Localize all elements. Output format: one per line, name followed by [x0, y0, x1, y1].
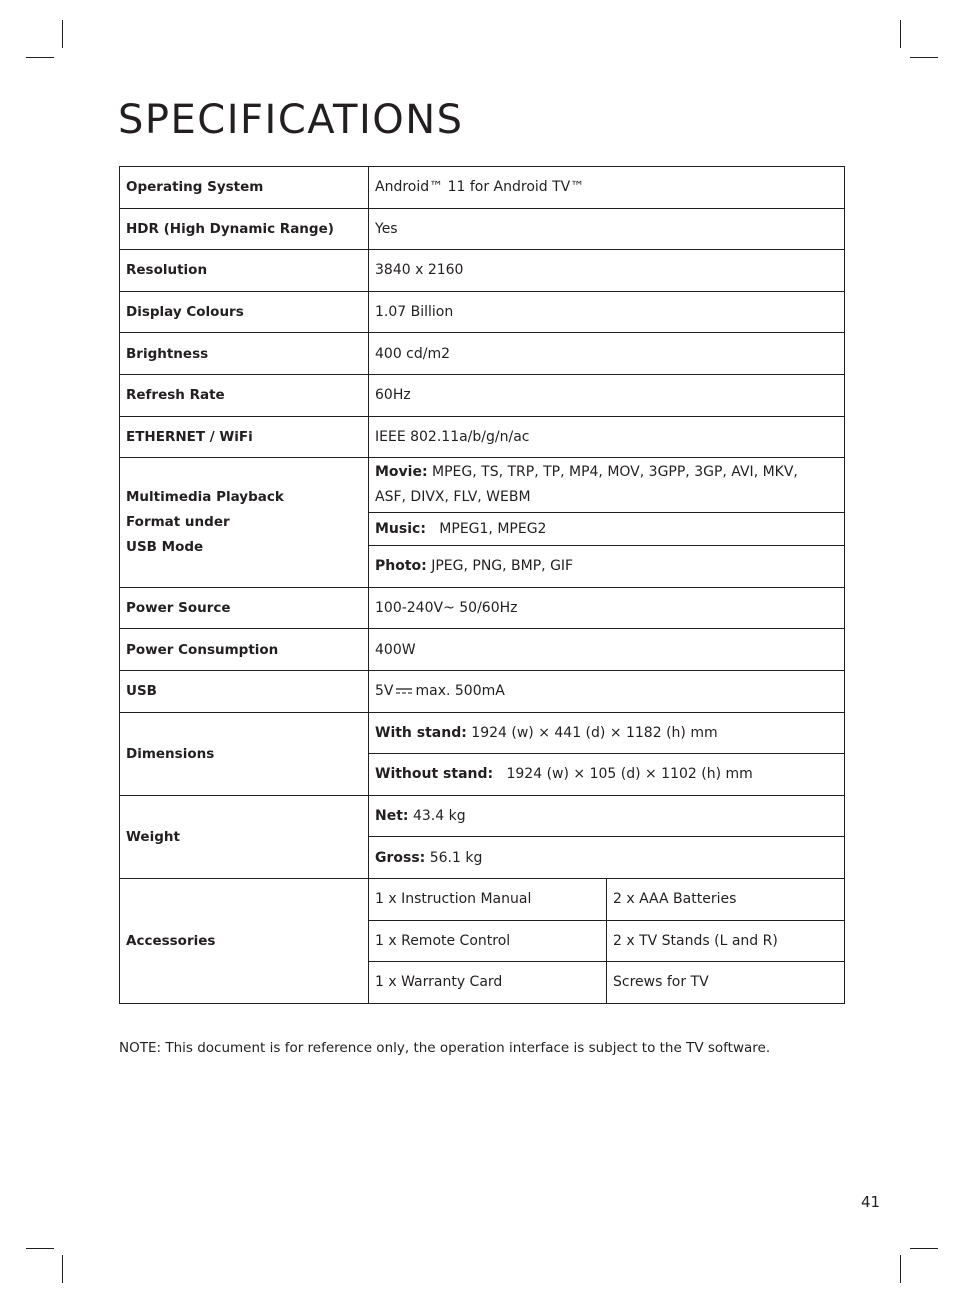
spec-value: 3840 x 2160 — [369, 250, 845, 292]
with-stand-value: 1924 (w) × 441 (d) × 1182 (h) mm — [471, 724, 718, 741]
crop-mark — [910, 1248, 938, 1249]
spec-value: 100-240V~ 50/60Hz — [369, 587, 845, 629]
music-key: Music: — [375, 521, 426, 538]
page-number: 41 — [861, 1193, 881, 1211]
accessory-item: Screws for TV — [607, 962, 845, 1004]
reference-note: NOTE: This document is for reference only, the operation interface is subject to the TV software. — [119, 1040, 771, 1056]
crop-mark — [910, 57, 938, 58]
spec-label: Power Consumption — [120, 629, 369, 671]
without-stand-value: 1924 (w) × 105 (d) × 1102 (h) mm — [506, 766, 753, 783]
spec-value-usb — [369, 670, 845, 712]
table-row — [120, 878, 845, 920]
accessory-item: 1 x Remote Control — [369, 920, 607, 962]
spec-label: USB — [120, 670, 369, 712]
with-stand-key: With stand: — [375, 724, 467, 741]
crop-mark — [900, 1255, 901, 1283]
spec-label: Accessories — [120, 878, 369, 1003]
spec-value-with-stand — [369, 712, 845, 754]
table-row — [120, 167, 845, 209]
spec-label-line: Format under — [126, 513, 230, 530]
spec-label: Refresh Rate — [120, 374, 369, 416]
accessory-item: 2 x AAA Batteries — [607, 878, 845, 920]
spec-value: IEEE 802.11a/b/g/n/ac — [369, 416, 845, 458]
table-row — [120, 333, 845, 375]
table-row — [120, 629, 845, 671]
table-row — [120, 416, 845, 458]
table-row — [120, 670, 845, 712]
specifications-table — [119, 166, 845, 1004]
spec-value-gross — [369, 837, 845, 879]
spec-label: Dimensions — [120, 712, 369, 795]
spec-label: ETHERNET / WiFi — [120, 416, 369, 458]
spec-label: Power Source — [120, 587, 369, 629]
spec-value: 60Hz — [369, 374, 845, 416]
accessory-item: 1 x Warranty Card — [369, 962, 607, 1004]
movie-formats: MPEG, TS, TRP, TP, MP4, MOV, 3GPP, 3GP, AVI, MKV, — [432, 464, 798, 481]
net-key: Net: — [375, 808, 409, 825]
spec-value: 400 cd/m2 — [369, 333, 845, 375]
movie-key: Movie: — [375, 464, 428, 481]
crop-mark — [62, 1255, 63, 1283]
spec-value-photo — [369, 546, 845, 588]
table-row — [120, 291, 845, 333]
crop-mark — [62, 20, 63, 48]
spec-label: Brightness — [120, 333, 369, 375]
spec-label — [120, 458, 369, 588]
table-row — [120, 712, 845, 754]
usb-voltage: 5V — [375, 683, 394, 700]
table-row — [120, 250, 845, 292]
spec-label-line: Multimedia Playback — [126, 488, 284, 505]
crop-mark — [26, 57, 54, 58]
gross-value: 56.1 kg — [429, 849, 483, 866]
spec-value-net — [369, 795, 845, 837]
crop-mark — [900, 20, 901, 48]
crop-mark — [26, 1248, 54, 1249]
table-row — [120, 208, 845, 250]
without-stand-key: Without stand: — [375, 766, 494, 783]
spec-label: Weight — [120, 795, 369, 878]
accessory-item: 2 x TV Stands (L and R) — [607, 920, 845, 962]
net-value: 43.4 kg — [412, 808, 466, 825]
table-row — [120, 795, 845, 837]
page-title: SPECIFICATIONS — [118, 97, 464, 143]
table-row — [120, 587, 845, 629]
spec-value-music — [369, 513, 845, 546]
spec-label: Resolution — [120, 250, 369, 292]
spec-value: Android™ 11 for Android TV™ — [369, 167, 845, 209]
spec-value-movie — [369, 458, 845, 513]
spec-value: 1.07 Billion — [369, 291, 845, 333]
direct-current-icon — [396, 688, 412, 694]
spec-value: 400W — [369, 629, 845, 671]
photo-key: Photo: — [375, 558, 427, 575]
gross-key: Gross: — [375, 849, 426, 866]
spec-label-line: USB Mode — [126, 538, 204, 555]
spec-value: Yes — [369, 208, 845, 250]
spec-label: Display Colours — [120, 291, 369, 333]
movie-formats-continued: ASF, DIVX, FLV, WEBM — [375, 489, 531, 506]
accessory-item: 1 x Instruction Manual — [369, 878, 607, 920]
usb-current: max. 500mA — [415, 683, 505, 700]
photo-formats: JPEG, PNG, BMP, GIF — [431, 558, 574, 575]
table-row — [120, 458, 845, 513]
table-row — [120, 374, 845, 416]
spec-label: HDR (High Dynamic Range) — [120, 208, 369, 250]
spec-label: Operating System — [120, 167, 369, 209]
spec-value-without-stand — [369, 754, 845, 796]
music-formats: MPEG1, MPEG2 — [439, 521, 547, 538]
